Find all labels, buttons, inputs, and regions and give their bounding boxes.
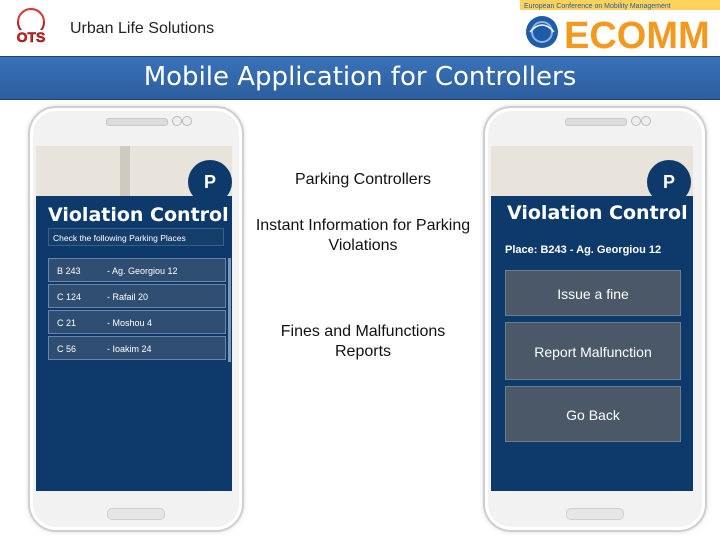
place-street: - Ag. Georgiou 12 — [107, 266, 178, 276]
list-scrollbar[interactable] — [228, 258, 231, 362]
place-street: - Ioakim 24 — [107, 344, 152, 354]
slide-title: Mobile Application for Controllers — [143, 62, 577, 92]
feature-fines-reports: Fines and Malfunctions Reports — [280, 323, 446, 360]
place-street: - Moshou 4 — [107, 318, 153, 328]
report-malfunction-button[interactable]: Report Malfunction — [505, 322, 681, 380]
sensor-icon — [182, 116, 192, 126]
ecomm-brand: ECOMM — [564, 15, 710, 54]
map-road — [120, 146, 130, 196]
place-code: C 56 — [57, 344, 77, 354]
parking-icon: P — [188, 160, 232, 204]
place-code: C 21 — [57, 318, 77, 328]
place-code: C 124 — [57, 292, 82, 302]
list-item[interactable] — [48, 336, 226, 360]
sensor-icon — [641, 116, 651, 126]
parking-icon: P — [647, 160, 691, 204]
ecomm-logo — [520, 0, 720, 54]
issue-fine-button[interactable]: Issue a fine — [505, 270, 681, 316]
speaker-grille — [106, 118, 168, 126]
left-app-screen — [36, 146, 232, 491]
camera-icon — [631, 116, 641, 126]
instruction-bar: Check the following Parking Places — [48, 228, 224, 246]
ecomm-tagline: European Conference on Mobility Management — [524, 3, 671, 10]
feature-instant-information: Instant Information for Parking Violations — [255, 217, 471, 254]
app-title: Violation Control — [507, 202, 688, 224]
ots-logo — [6, 6, 56, 46]
feature-parking-controllers: Parking Controllers — [294, 171, 432, 188]
right-phone — [483, 106, 707, 532]
title-bar — [0, 56, 720, 100]
speaker-grille — [565, 118, 627, 126]
company-name: Urban Life Solutions — [70, 20, 215, 37]
slide-header — [0, 0, 720, 56]
selected-place: Place: B243 - Ag. Georgiou 12 — [505, 244, 662, 256]
parking-places-list — [48, 258, 226, 362]
go-back-button[interactable]: Go Back — [505, 386, 681, 442]
ots-logo-text: OTS — [16, 29, 46, 45]
list-item[interactable] — [48, 258, 226, 282]
list-item[interactable] — [48, 284, 226, 308]
place-street: - Rafail 20 — [107, 292, 149, 302]
left-phone — [28, 106, 244, 532]
camera-icon — [172, 116, 182, 126]
right-app-screen — [491, 146, 693, 491]
list-item[interactable] — [48, 310, 226, 334]
app-title: Violation Control — [48, 204, 229, 226]
home-button[interactable] — [566, 508, 624, 520]
place-code: B 243 — [57, 266, 81, 276]
home-button[interactable] — [107, 508, 165, 520]
